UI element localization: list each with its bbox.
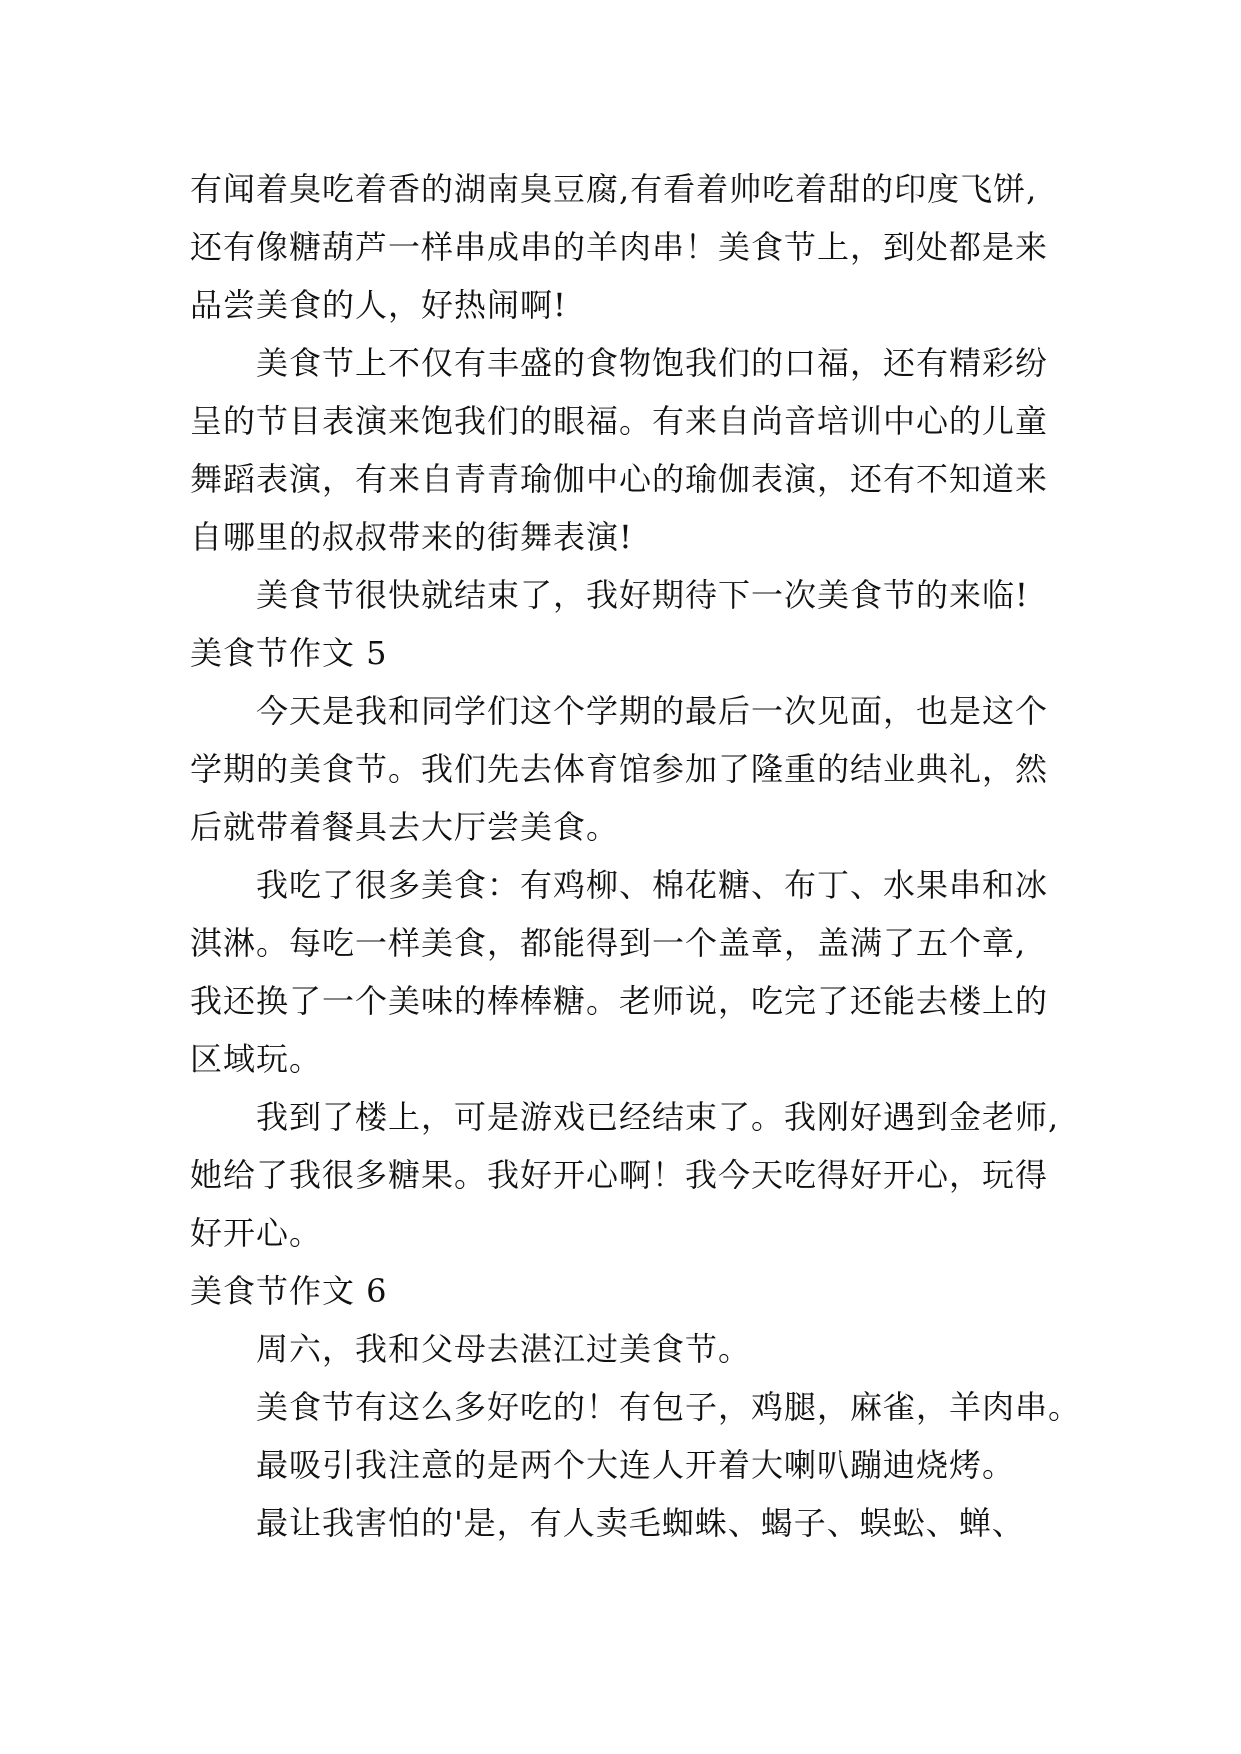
section-heading: 美食节作文 6 <box>190 1272 388 1310</box>
paragraph-start-line: 美食节上不仅有丰盛的食物饱我们的口福，还有精彩纷 <box>256 344 1049 382</box>
paragraph-start-line: 美食节有这么多好吃的！有包子，鸡腿，麻雀，羊肉串。 <box>256 1388 1082 1426</box>
section-heading: 美食节作文 5 <box>190 634 388 672</box>
paragraph-start-line: 我到了楼上，可是游戏已经结束了。我刚好遇到金老师, <box>256 1098 1060 1136</box>
text-line: 品尝美食的人，好热闹啊! <box>190 286 567 324</box>
paragraph-start-line: 最吸引我注意的是两个大连人开着大喇叭蹦迪烧烤。 <box>256 1446 1016 1484</box>
text-line: 她给了我很多糖果。我好开心啊！我今天吃得好开心，玩得 <box>190 1156 1049 1194</box>
text-line: 后就带着餐具去大厅尝美食。 <box>190 808 620 846</box>
text-line: 淇淋。每吃一样美食，都能得到一个盖章，盖满了五个章, <box>190 924 1027 962</box>
text-line: 区域玩。 <box>190 1040 323 1078</box>
paragraph-start-line: 最让我害怕的'是，有人卖毛蜘蛛、蝎子、蜈蚣、蝉、 <box>256 1504 1025 1542</box>
text-line: 我还换了一个美味的棒棒糖。老师说，吃完了还能去楼上的 <box>190 982 1049 1020</box>
paragraph-start-line: 美食节很快就结束了，我好期待下一次美食节的来临! <box>256 576 1029 614</box>
text-line: 好开心。 <box>190 1214 323 1252</box>
paragraph-start-line: 今天是我和同学们这个学期的最后一次见面，也是这个 <box>256 692 1049 730</box>
text-line: 有闻着臭吃着香的湖南臭豆腐,有看着帅吃着甜的印度飞饼, <box>190 170 1038 208</box>
document-body <box>190 160 1090 1552</box>
text-line: 还有像糖葫芦一样串成串的羊肉串！美食节上，到处都是来 <box>190 228 1049 266</box>
paragraph-start-line: 我吃了很多美食：有鸡柳、棉花糖、布丁、水果串和冰 <box>256 866 1049 904</box>
text-line: 学期的美食节。我们先去体育馆参加了隆重的结业典礼，然 <box>190 750 1049 788</box>
text-line: 呈的节目表演来饱我们的眼福。有来自尚音培训中心的儿童 <box>190 402 1049 440</box>
text-line: 舞蹈表演，有来自青青瑜伽中心的瑜伽表演，还有不知道来 <box>190 460 1049 498</box>
paragraph-start-line: 周六，我和父母去湛江过美食节。 <box>256 1330 752 1368</box>
text-line: 自哪里的叔叔带来的街舞表演! <box>190 518 633 556</box>
